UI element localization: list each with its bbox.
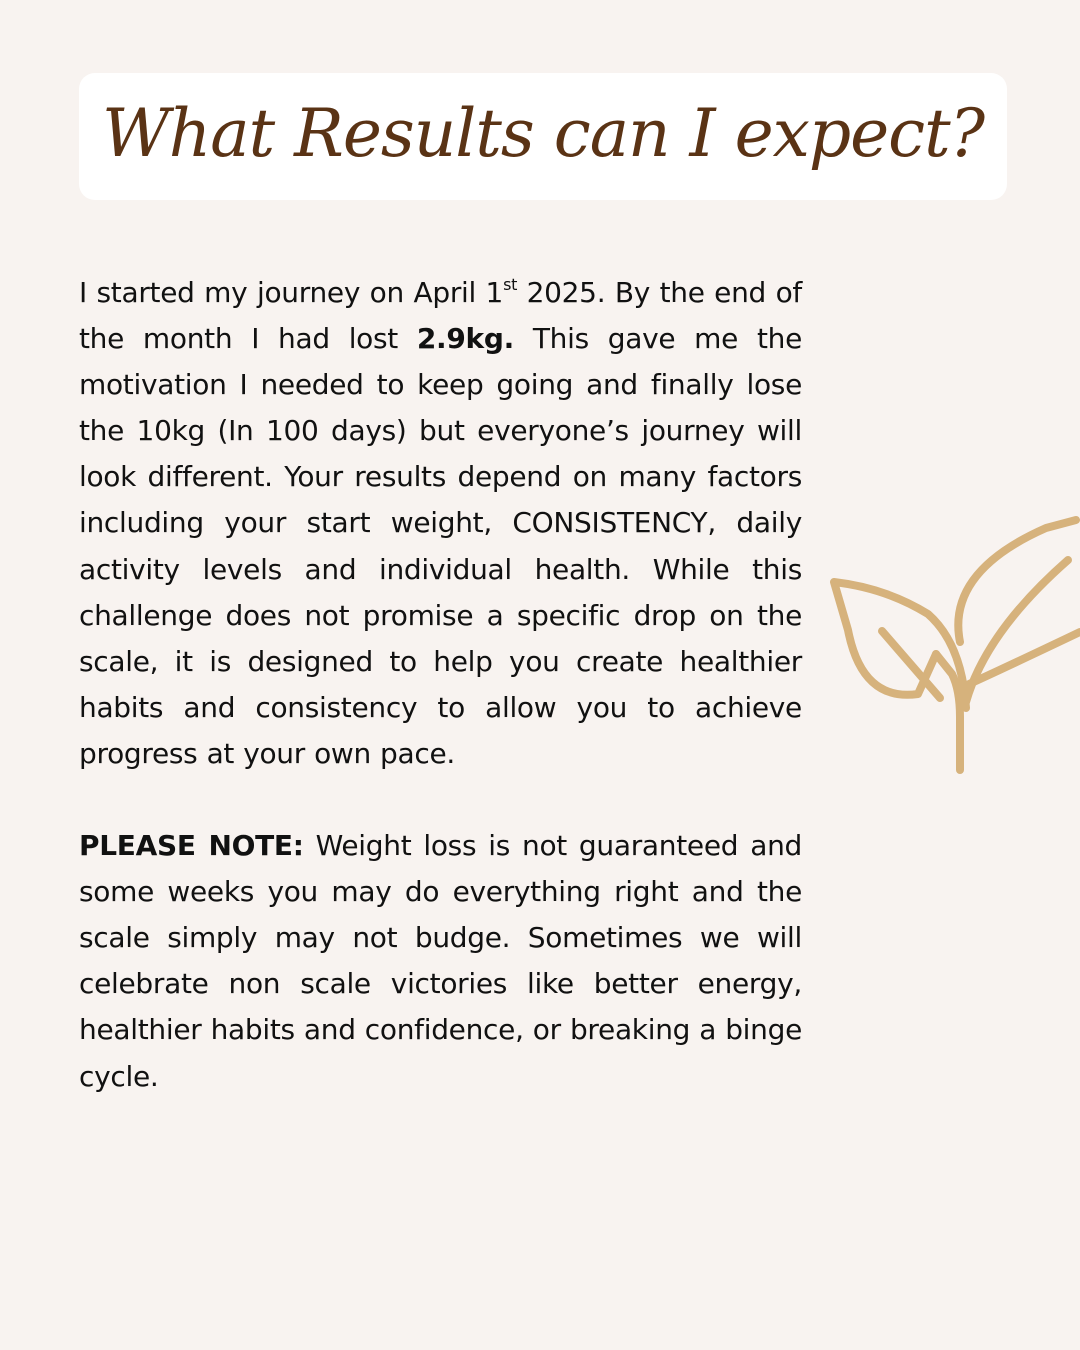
journey-text-end: This gave me the motivation I needed to keep going and finally lose the 10kg (In 100 days) but everyone’s journey will look different. Your results depend on many factors including your start weight, CONSISTENCY, daily activity levels and individual health. While this challenge does not promise a specific drop on the scale, it is designed to help you create healthier habits and consistency to allow you to achieve progress at your own pace.	[79, 322, 802, 770]
journey-paragraph	[79, 270, 802, 777]
journey-text-middle: 2025. By the end of the month I had lost	[79, 276, 802, 356]
right-leaf-outline	[958, 520, 1076, 642]
note-text: Weight loss is not guaranteed and some weeks you may do everything right and the scale simply may not budge. Sometimes we will celebrate non scale victories like better energy, healthier habits and confidence, or breaking a binge cycle.	[79, 829, 802, 1093]
date-superscript: st	[503, 275, 518, 294]
stem-path	[936, 654, 960, 770]
body-copy	[79, 270, 802, 1100]
weight-lost-highlight: 2.9kg.	[416, 322, 514, 356]
title-card	[79, 73, 1007, 200]
leaf-sprout-icon	[826, 512, 1080, 782]
note-paragraph	[79, 823, 802, 1100]
note-label: PLEASE NOTE:	[79, 829, 304, 863]
journey-text-start: I started my journey on April 1	[79, 276, 504, 309]
page-title: What Results can I expect?	[101, 95, 985, 172]
left-leaf-outline	[834, 582, 966, 708]
